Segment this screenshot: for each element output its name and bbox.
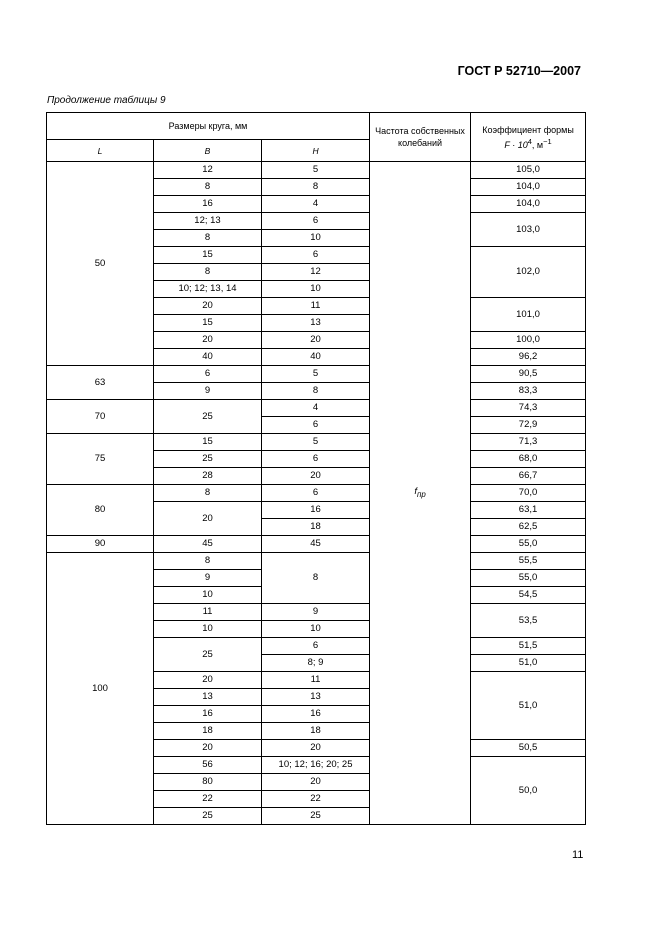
cell-B: 12; 13	[154, 213, 262, 230]
cell-B: 8	[154, 230, 262, 247]
cell-H: 6	[262, 485, 370, 502]
cell-B: 10	[154, 587, 262, 604]
cell-B: 40	[154, 349, 262, 366]
cell-H: 6	[262, 213, 370, 230]
cell-H: 13	[262, 689, 370, 706]
table-row	[47, 366, 586, 383]
header-coefficient-exp: 4	[527, 136, 532, 146]
table-row	[47, 485, 586, 502]
cell-coefficient: 105,0	[471, 162, 586, 179]
cell-H: 12	[262, 264, 370, 281]
cell-B: 28	[154, 468, 262, 485]
cell-B: 9	[154, 570, 262, 587]
cell-B: 13	[154, 689, 262, 706]
cell-H: 6	[262, 417, 370, 434]
table-row	[47, 536, 586, 553]
cell-H: 9	[262, 604, 370, 621]
cell-coefficient: 55,0	[471, 570, 586, 587]
cell-H: 18	[262, 723, 370, 740]
cell-H: 18	[262, 519, 370, 536]
cell-B: 20	[154, 502, 262, 536]
freq-subscript: пр	[416, 489, 426, 499]
cell-coefficient: 102,0	[471, 247, 586, 298]
cell-B: 12	[154, 162, 262, 179]
cell-coefficient: 83,3	[471, 383, 586, 400]
cell-H: 10	[262, 230, 370, 247]
cell-B: 22	[154, 791, 262, 808]
page-number: 11	[572, 849, 584, 861]
cell-coefficient: 51,0	[471, 672, 586, 740]
header-coefficient-unit: , м	[531, 139, 544, 150]
cell-L: 100	[47, 553, 154, 825]
cell-coefficient: 104,0	[471, 179, 586, 196]
cell-H: 8; 9	[262, 655, 370, 672]
cell-L: 75	[47, 434, 154, 485]
cell-frequency-symbol	[370, 162, 471, 825]
cell-coefficient: 74,3	[471, 400, 586, 417]
cell-H: 6	[262, 247, 370, 264]
header-coefficient-f: F · 10	[504, 139, 528, 150]
cell-B: 20	[154, 740, 262, 757]
cell-coefficient: 72,9	[471, 417, 586, 434]
cell-H: 8	[262, 179, 370, 196]
cell-coefficient: 63,1	[471, 502, 586, 519]
cell-B: 8	[154, 485, 262, 502]
header-sizes: Размеры круга, мм	[47, 113, 370, 140]
cell-coefficient: 100,0	[471, 332, 586, 349]
cell-H: 20	[262, 468, 370, 485]
cell-B: 20	[154, 672, 262, 689]
cell-B: 8	[154, 264, 262, 281]
header-coefficient	[471, 113, 586, 162]
cell-B: 25	[154, 638, 262, 672]
cell-coefficient: 104,0	[471, 196, 586, 213]
data-table	[46, 112, 586, 825]
cell-coefficient: 62,5	[471, 519, 586, 536]
cell-coefficient: 71,3	[471, 434, 586, 451]
cell-B: 11	[154, 604, 262, 621]
cell-B: 25	[154, 808, 262, 825]
header-frequency: Частота собственных колебаний	[370, 113, 471, 162]
cell-H: 8	[262, 383, 370, 400]
cell-H: 4	[262, 400, 370, 417]
table-row	[47, 400, 586, 417]
table-row	[47, 434, 586, 451]
cell-coefficient: 66,7	[471, 468, 586, 485]
table-row	[47, 553, 586, 570]
cell-H: 11	[262, 298, 370, 315]
cell-coefficient: 55,0	[471, 536, 586, 553]
cell-H: 20	[262, 740, 370, 757]
cell-B: 16	[154, 706, 262, 723]
cell-B: 16	[154, 196, 262, 213]
cell-coefficient: 53,5	[471, 604, 586, 638]
cell-L: 70	[47, 400, 154, 434]
cell-coefficient: 101,0	[471, 298, 586, 332]
cell-H: 40	[262, 349, 370, 366]
cell-B: 20	[154, 298, 262, 315]
cell-H: 10; 12; 16; 20; 25	[262, 757, 370, 774]
cell-B: 20	[154, 332, 262, 349]
cell-H: 5	[262, 162, 370, 179]
cell-coefficient: 70,0	[471, 485, 586, 502]
cell-H: 22	[262, 791, 370, 808]
cell-H: 6	[262, 638, 370, 655]
cell-B: 8	[154, 553, 262, 570]
cell-coefficient: 90,5	[471, 366, 586, 383]
freq-symbol: f	[414, 485, 417, 497]
cell-B: 6	[154, 366, 262, 383]
cell-H: 8	[262, 553, 370, 604]
cell-B: 45	[154, 536, 262, 553]
cell-B: 15	[154, 434, 262, 451]
standard-number: ГОСТ Р 52710—2007	[457, 64, 581, 78]
cell-coefficient: 50,0	[471, 757, 586, 825]
cell-H: 5	[262, 366, 370, 383]
cell-B: 56	[154, 757, 262, 774]
cell-B: 15	[154, 315, 262, 332]
cell-coefficient: 54,5	[471, 587, 586, 604]
cell-H: 4	[262, 196, 370, 213]
cell-B: 18	[154, 723, 262, 740]
cell-coefficient: 103,0	[471, 213, 586, 247]
header-L: L	[47, 140, 154, 162]
cell-B: 25	[154, 451, 262, 468]
cell-H: 20	[262, 332, 370, 349]
header-coefficient-unit-exp: −1	[543, 136, 552, 146]
header-H: H	[262, 140, 370, 162]
cell-H: 10	[262, 281, 370, 298]
cell-H: 6	[262, 451, 370, 468]
cell-H: 45	[262, 536, 370, 553]
cell-coefficient: 51,0	[471, 655, 586, 672]
cell-H: 25	[262, 808, 370, 825]
cell-coefficient: 55,5	[471, 553, 586, 570]
table-caption: Продолжение таблицы 9	[47, 95, 166, 106]
cell-L: 90	[47, 536, 154, 553]
table-row	[47, 162, 586, 179]
cell-L: 80	[47, 485, 154, 536]
cell-coefficient: 51,5	[471, 638, 586, 655]
header-coefficient-main: Коэффициент формы	[482, 124, 574, 135]
cell-B: 80	[154, 774, 262, 791]
cell-H: 11	[262, 672, 370, 689]
cell-B: 25	[154, 400, 262, 434]
cell-B: 15	[154, 247, 262, 264]
header-B: B	[154, 140, 262, 162]
cell-H: 16	[262, 502, 370, 519]
cell-L: 63	[47, 366, 154, 400]
cell-H: 13	[262, 315, 370, 332]
cell-H: 10	[262, 621, 370, 638]
cell-coefficient: 96,2	[471, 349, 586, 366]
cell-H: 16	[262, 706, 370, 723]
cell-coefficient: 50,5	[471, 740, 586, 757]
cell-H: 20	[262, 774, 370, 791]
cell-L: 50	[47, 162, 154, 366]
cell-coefficient: 68,0	[471, 451, 586, 468]
cell-B: 8	[154, 179, 262, 196]
cell-B: 10	[154, 621, 262, 638]
cell-B: 9	[154, 383, 262, 400]
cell-B: 10; 12; 13, 14	[154, 281, 262, 298]
cell-H: 5	[262, 434, 370, 451]
